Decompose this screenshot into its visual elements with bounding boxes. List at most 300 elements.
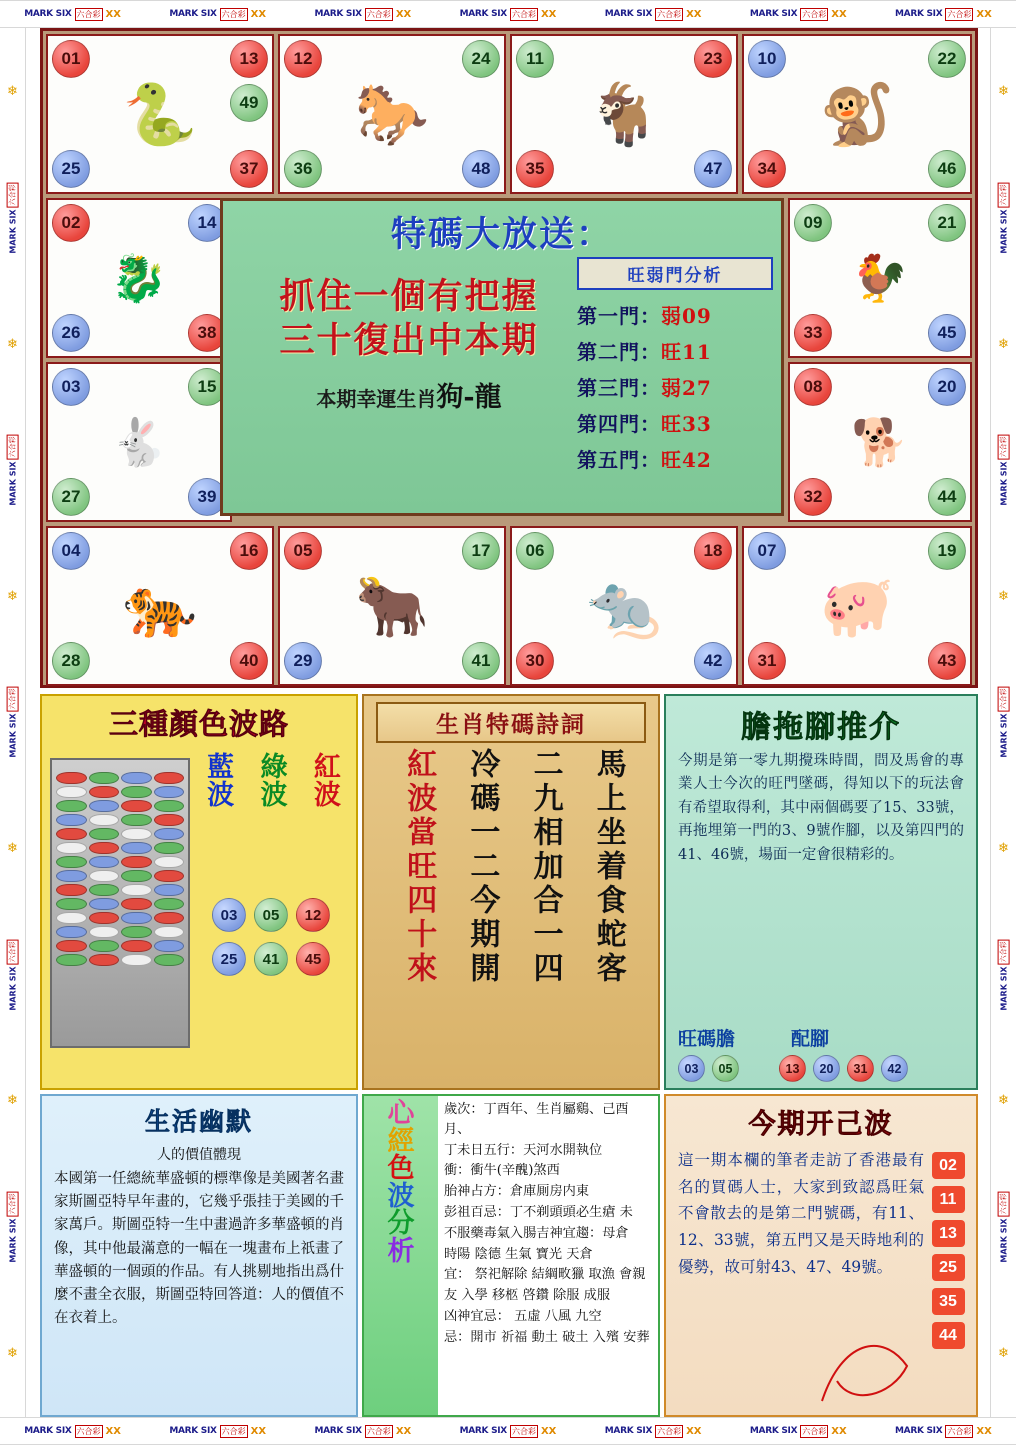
mini-ball [154, 884, 185, 896]
ball-number[interactable]: 08 [794, 368, 832, 406]
color-wave-panel [40, 694, 358, 1090]
marquee-deco: XX [250, 8, 267, 20]
ball-number[interactable]: 32 [794, 478, 832, 516]
promo-slogan-block [239, 275, 579, 414]
mini-ball [56, 940, 87, 952]
marquee-brand: MARK SIX [604, 1426, 653, 1436]
ball-machine-graphic [50, 758, 190, 1048]
ball-number[interactable]: 28 [52, 642, 90, 680]
humor-subtitle: 人的價值體現 [157, 1147, 241, 1163]
marquee-item [605, 8, 702, 21]
color-wave-title: 三種顏色波路 [108, 707, 289, 741]
mini-ball [56, 786, 87, 798]
zodiac-cell-horse[interactable] [278, 34, 506, 194]
pig-icon: 🐖 [819, 571, 895, 642]
flower-icon: ❄ [998, 84, 1009, 100]
number-badge[interactable]: 11 [932, 1186, 965, 1213]
mini-ball [56, 772, 87, 784]
ball-number[interactable]: 14 [188, 204, 226, 242]
horse-icon: 🐎 [354, 79, 430, 150]
marquee-brand: MARK SIX [999, 209, 1009, 254]
marquee-cn: 六合彩 [511, 9, 536, 19]
wave-numbers [186, 898, 356, 986]
marquee-item [750, 8, 847, 21]
mini-ball [56, 828, 87, 840]
ball-number[interactable]: 45 [928, 314, 966, 352]
mini-ball [89, 884, 120, 896]
ball-number[interactable]: 35 [516, 150, 554, 188]
mini-ball [154, 786, 185, 798]
ball-number[interactable]: 39 [188, 478, 226, 516]
ball-number[interactable]: 21 [928, 204, 966, 242]
ball-number[interactable]: 29 [284, 642, 322, 680]
ball-column [89, 772, 120, 1034]
zodiac-cell-snake[interactable] [46, 34, 274, 194]
mini-ball [154, 926, 185, 938]
marquee-brand: MARK SIX [8, 209, 18, 254]
humor-body: 本國第一任總統華盛頓的標準像是美國著名畫家斯圖亞特早年畫的，它幾乎張挂于美國的千家萬戶。斯圖亞特一生中畫過許多華盛頓的肖像，其中他最滿意的一幅在一塊畫布上祇畫了華盛頓的一個頭的作品。有人挑剔地指出爲什麼不畫全衣服，斯圖亞特回答道：人的價值不在衣着上。 [54, 1171, 344, 1327]
mini-ball [154, 856, 185, 868]
mini-ball [121, 912, 152, 924]
almanac-row: 時陽 陰德 生氣 寶光 天倉 [444, 1246, 593, 1262]
marquee-cn: 六合彩 [999, 941, 1008, 963]
mini-ball [56, 842, 87, 854]
mini-ball [154, 870, 185, 882]
mini-ball [89, 786, 120, 798]
almanac-title-char: 色 [387, 1153, 415, 1185]
ball-number[interactable]: 26 [52, 314, 90, 352]
ball-number[interactable]: 09 [794, 204, 832, 242]
recommendation-labels [678, 1024, 968, 1051]
zodiac-cell-rooster[interactable] [788, 198, 972, 358]
door-value: 旺42 [661, 448, 712, 472]
door-name: 第四門： [577, 412, 661, 436]
ball-number[interactable]: 46 [928, 150, 966, 188]
marquee-brand: MARK SIX [169, 1426, 217, 1436]
ball-number[interactable]: 01 [52, 40, 90, 78]
mini-ball [121, 954, 152, 966]
mini-ball [121, 786, 152, 798]
mini-ball [154, 940, 185, 952]
lucky-zodiac-label: 本期幸運生肖 [316, 386, 437, 411]
mini-ball [121, 828, 152, 840]
door-row [577, 444, 773, 473]
wave-labels [194, 754, 354, 811]
ball-number[interactable]: 13 [779, 1055, 806, 1082]
ball-number[interactable]: 12 [284, 40, 322, 78]
mini-ball [56, 884, 87, 896]
ball-number[interactable]: 05 [712, 1055, 739, 1082]
mini-ball [56, 814, 87, 826]
mini-ball [56, 912, 87, 924]
almanac-title-char: 經 [387, 1125, 415, 1157]
ball-number[interactable]: 44 [928, 478, 966, 516]
wave-label-green: 綠波 [260, 752, 288, 812]
marquee-item [7, 687, 19, 758]
marquee-brand: MARK SIX [895, 9, 943, 19]
marquee-deco: XX [976, 8, 992, 20]
zodiac-cell-pig[interactable] [742, 526, 972, 686]
marquee-brand: MARK SIX [8, 461, 18, 506]
ball-number[interactable]: 49 [230, 84, 268, 122]
marquee-item [169, 1425, 266, 1438]
marquee-brand: MARK SIX [8, 713, 18, 759]
dog-icon: 🐕 [851, 414, 909, 469]
mini-ball [89, 814, 120, 826]
mini-ball [56, 954, 87, 966]
ball-number[interactable]: 17 [462, 532, 500, 570]
ball-number[interactable]: 41 [462, 642, 500, 680]
almanac-row: 凶神宜忌： 五虛 八風 九空 [444, 1308, 602, 1324]
ball-number[interactable]: 34 [748, 150, 786, 188]
ball-number[interactable]: 20 [813, 1055, 840, 1082]
color-wave-body [42, 748, 358, 1088]
ball-number[interactable]: 47 [694, 150, 732, 188]
ball-number[interactable]: 27 [52, 478, 90, 516]
wave-label-red: 紅波 [313, 752, 341, 812]
number-badge[interactable]: 35 [932, 1288, 965, 1315]
marquee-deco: XX [540, 1425, 557, 1437]
marquee-item [7, 939, 19, 1010]
marquee-deco: XX [395, 1425, 412, 1437]
mini-ball [56, 856, 87, 868]
almanac-row: 丁未日五行：天河水開執位 [444, 1142, 603, 1158]
door-row [577, 300, 773, 329]
almanac-row: 歲次：丁酉年、生肖屬鷄、己酉月、 [444, 1102, 629, 1137]
ball-number[interactable]: 43 [928, 642, 966, 680]
marquee-deco: XX [105, 8, 121, 20]
marquee-cn: 六合彩 [999, 1193, 1008, 1215]
humor-panel [40, 1094, 358, 1417]
zodiac-cell-rat[interactable] [510, 526, 738, 686]
flower-icon: ❄ [998, 841, 1009, 857]
marquee-cn: 六合彩 [802, 9, 827, 19]
lower-section [40, 694, 978, 1417]
zodiac-cell-tiger[interactable] [46, 526, 274, 686]
door-name: 第五門： [577, 448, 661, 472]
mini-ball [154, 814, 185, 826]
almanac-row: 胎神占方：倉庫厠房内東 [444, 1184, 590, 1200]
mini-ball [89, 772, 120, 784]
marquee-brand: MARK SIX [314, 1426, 362, 1436]
door-row [577, 336, 773, 365]
mini-ball [56, 870, 87, 882]
ball-number[interactable]: 16 [230, 532, 268, 570]
marquee-left [0, 28, 26, 1417]
ball-number[interactable]: 45 [296, 942, 330, 976]
poem-line: 馬上坐着食蛇客 [590, 748, 626, 986]
almanac-title-char: 分 [387, 1208, 415, 1240]
marquee-item [750, 1425, 847, 1438]
marquee-top [0, 0, 1016, 28]
flower-icon: ❄ [998, 1093, 1009, 1109]
poem-line: 冷碼一二今期開 [464, 748, 500, 986]
zodiac-cell-dragon[interactable] [46, 198, 232, 358]
marquee-cn: 六合彩 [802, 1426, 827, 1436]
marquee-item [998, 1191, 1010, 1262]
marquee-cn: 六合彩 [657, 1426, 682, 1436]
ball-number[interactable]: 25 [212, 942, 246, 976]
mini-ball [89, 912, 120, 924]
marquee-cn: 六合彩 [8, 436, 17, 458]
ball-number[interactable]: 42 [694, 642, 732, 680]
marquee-cn: 六合彩 [999, 184, 1008, 206]
snake-icon: 🐍 [122, 79, 198, 150]
promo-line-1: 抓住一個有把握 [279, 276, 539, 317]
zodiac-cell-ox[interactable] [278, 526, 506, 686]
number-badge[interactable]: 13 [932, 1220, 965, 1247]
ball-number[interactable]: 23 [694, 40, 732, 78]
humor-title: 生活幽默 [144, 1107, 253, 1136]
ball-number[interactable]: 03 [212, 898, 246, 932]
ball-column [121, 772, 152, 1034]
ball-number[interactable]: 25 [52, 150, 90, 188]
mini-ball [154, 800, 185, 812]
ball-number[interactable]: 15 [188, 368, 226, 406]
lucky-zodiac-value: 狗-龍 [436, 381, 502, 413]
flower-icon: ❄ [7, 84, 18, 100]
marquee-deco: XX [540, 8, 557, 20]
number-badge[interactable]: 44 [932, 1322, 965, 1349]
marquee-deco: XX [395, 8, 412, 20]
poem-panel [362, 694, 660, 1090]
ball-number[interactable]: 13 [230, 40, 268, 78]
marquee-right [990, 28, 1016, 1417]
marquee-brand: MARK SIX [999, 713, 1009, 759]
mini-ball [121, 898, 152, 910]
marquee-cn: 六合彩 [76, 1426, 101, 1436]
zodiac-cell-dog[interactable] [788, 362, 972, 522]
door-name: 第二門： [577, 340, 661, 364]
marquee-item [169, 8, 266, 21]
almanac-body [440, 1098, 658, 1415]
mini-ball [89, 954, 120, 966]
ball-number[interactable]: 48 [462, 150, 500, 188]
marquee-item [998, 435, 1010, 506]
ball-number[interactable]: 06 [516, 532, 554, 570]
marquee-item [7, 182, 19, 253]
mini-ball [154, 772, 185, 784]
mini-ball [56, 926, 87, 938]
monkey-icon: 🐒 [819, 79, 895, 150]
almanac-title-char: 波 [387, 1180, 415, 1212]
mini-ball [89, 926, 120, 938]
mini-ball [56, 898, 87, 910]
wave-label-row [194, 754, 354, 811]
ball-number[interactable]: 20 [928, 368, 966, 406]
marquee-cn: 六合彩 [221, 1426, 246, 1436]
ball-number[interactable]: 02 [52, 204, 90, 242]
mini-ball [121, 884, 152, 896]
marquee-item [998, 939, 1010, 1010]
flower-icon: ❄ [998, 1345, 1009, 1361]
almanac-row: 衝：衝牛(辛醜)煞西 [444, 1163, 560, 1179]
poem-line: 二九相加合一四 [527, 748, 563, 986]
marquee-item [460, 8, 557, 21]
marquee-cn: 六合彩 [8, 941, 17, 963]
tiger-icon: 🐅 [122, 571, 198, 642]
lucky-zodiac-row [239, 375, 579, 414]
ball-number[interactable]: 18 [694, 532, 732, 570]
wave-number-row [186, 942, 356, 976]
zodiac-cell-monkey[interactable] [742, 34, 972, 194]
mini-ball [121, 772, 152, 784]
marquee-cn: 六合彩 [366, 9, 391, 19]
marquee-brand: MARK SIX [999, 966, 1009, 1011]
wave-label-blue: 藍波 [207, 752, 235, 812]
mini-ball [89, 856, 120, 868]
ball-number[interactable]: 42 [881, 1055, 908, 1082]
mini-ball [89, 898, 120, 910]
marquee-brand: MARK SIX [459, 1426, 507, 1436]
almanac-panel [362, 1094, 660, 1417]
marquee-item [605, 1425, 702, 1438]
goat-icon: 🐐 [586, 79, 662, 150]
flower-icon: ❄ [7, 336, 18, 352]
wave-number-row [186, 898, 356, 932]
number-badge[interactable]: 02 [932, 1152, 965, 1179]
mini-ball [154, 842, 185, 854]
marquee-cn: 六合彩 [999, 436, 1008, 458]
promo-line-2: 三十復出中本期 [279, 319, 539, 361]
marquee-brand: MARK SIX [8, 1218, 18, 1263]
ball-number[interactable]: 04 [52, 532, 90, 570]
ball-number[interactable]: 37 [230, 150, 268, 188]
marquee-item [7, 1191, 19, 1262]
ball-number[interactable]: 05 [254, 898, 288, 932]
marquee-brand: MARK SIX [314, 9, 362, 19]
marquee-item [460, 1425, 557, 1438]
marquee-cn: 六合彩 [76, 9, 101, 19]
ball-number[interactable]: 07 [748, 532, 786, 570]
almanac-title-char: 心 [387, 1098, 415, 1129]
marquee-cn: 六合彩 [8, 184, 17, 206]
ball-number[interactable]: 36 [284, 150, 322, 188]
decorative-scribble-icon [812, 1321, 932, 1411]
recommendation-panel [664, 694, 978, 1090]
mini-ball [121, 800, 152, 812]
mini-ball [154, 912, 185, 924]
recommendation-body: 今期是第一零九期攪珠時間，問及馬會的專業人士今次的旺門墜碼，得知以下的玩法會有希望取得利，其中兩個碼要了15、33號，再拖埋第一門的3、9號作腳，以及第四門的41、46號，場面一定會很精彩的。 [678, 753, 964, 863]
mini-ball [89, 870, 120, 882]
ball-number[interactable]: 03 [52, 368, 90, 406]
promo-panel [220, 198, 784, 516]
marquee-deco: XX [250, 1425, 267, 1437]
marquee-item [895, 8, 992, 21]
ball-number[interactable]: 03 [678, 1055, 705, 1082]
door-row [577, 372, 773, 401]
ball-number[interactable]: 41 [254, 942, 288, 976]
mini-ball [89, 828, 120, 840]
ball-number[interactable]: 10 [748, 40, 786, 78]
marquee-cn: 六合彩 [221, 9, 246, 19]
ball-number[interactable]: 38 [188, 314, 226, 352]
marquee-brand: MARK SIX [749, 9, 798, 19]
recommendation-footer [666, 1024, 978, 1082]
dragon-icon: 🐉 [110, 250, 168, 305]
flower-icon: ❄ [998, 336, 1009, 352]
door-analysis-label: 旺弱門分析 [577, 257, 773, 290]
ball-number[interactable]: 31 [748, 642, 786, 680]
marquee-deco: XX [831, 8, 847, 20]
marquee-item [24, 1425, 121, 1438]
marquee-deco: XX [686, 1425, 702, 1437]
mini-ball [56, 800, 87, 812]
door-row [577, 408, 773, 437]
door-analysis-block [577, 257, 773, 480]
mini-ball [89, 842, 120, 854]
marquee-deco: XX [686, 8, 702, 20]
ball-number[interactable]: 12 [296, 898, 330, 932]
marquee-cn: 六合彩 [947, 9, 972, 19]
rooster-icon: 🐓 [851, 250, 909, 305]
ball-number[interactable]: 22 [928, 40, 966, 78]
rat-icon: 🐀 [586, 571, 662, 642]
label-banker: 旺碼膽 [678, 1028, 736, 1050]
ball-number[interactable]: 19 [928, 532, 966, 570]
zodiac-cell-goat[interactable] [510, 34, 738, 194]
marquee-deco: XX [976, 1425, 992, 1437]
number-badge[interactable]: 25 [932, 1254, 965, 1281]
ball-number[interactable]: 31 [847, 1055, 874, 1082]
marquee-brand: MARK SIX [459, 9, 507, 19]
page-stage [26, 28, 990, 1417]
mini-ball [121, 940, 152, 952]
door-value: 旺33 [661, 412, 712, 436]
mini-ball [121, 842, 152, 854]
flower-icon: ❄ [7, 588, 18, 604]
door-value: 弱27 [661, 376, 712, 400]
recommendation-title: 膽拖腳推介 [741, 710, 901, 745]
marquee-item [7, 435, 19, 506]
marquee-brand: MARK SIX [749, 1426, 798, 1436]
marquee-cn: 六合彩 [511, 1426, 536, 1436]
marquee-brand: MARK SIX [999, 461, 1009, 506]
door-name: 第一門： [577, 304, 661, 328]
today-open-body: 這一期本欄的筆者走訪了香港最有名的買碼人士，大家到致認爲旺氣不會散去的是第二門號碼，有11、12、33號，第五門又是天時地利的優勢，故可射43、47、49號。 [678, 1151, 924, 1276]
today-open-panel [664, 1094, 978, 1417]
door-value: 弱09 [661, 304, 712, 328]
mini-ball [121, 870, 152, 882]
marquee-deco: XX [831, 1425, 847, 1437]
ball-number[interactable]: 33 [794, 314, 832, 352]
marquee-item [24, 8, 121, 21]
ball-number[interactable]: 11 [516, 40, 554, 78]
marquee-brand: MARK SIX [169, 9, 217, 19]
ball-number[interactable]: 24 [462, 40, 500, 78]
zodiac-cell-rabbit[interactable] [46, 362, 232, 522]
mini-ball [89, 940, 120, 952]
ball-column [154, 772, 185, 1034]
ball-number[interactable]: 05 [284, 532, 322, 570]
rabbit-icon: 🐇 [110, 414, 168, 469]
mini-ball [154, 828, 185, 840]
marquee-cn: 六合彩 [8, 688, 17, 710]
marquee-brand: MARK SIX [895, 1426, 943, 1436]
poem-title: 生肖特碼詩詞 [376, 702, 646, 743]
ball-number[interactable]: 40 [230, 642, 268, 680]
ball-number[interactable]: 30 [516, 642, 554, 680]
label-legs: 配腳 [791, 1028, 830, 1050]
marquee-deco: XX [105, 1425, 121, 1437]
marquee-cn: 六合彩 [8, 1193, 17, 1215]
marquee-item [998, 687, 1010, 758]
almanac-vertical-title [364, 1096, 438, 1415]
flower-icon: ❄ [7, 841, 18, 857]
marquee-brand: MARK SIX [604, 9, 653, 19]
recommendation-numbers [678, 1055, 968, 1082]
almanac-row: 不服藥毒氣入腸吉神宜趨：母倉 [444, 1225, 629, 1241]
